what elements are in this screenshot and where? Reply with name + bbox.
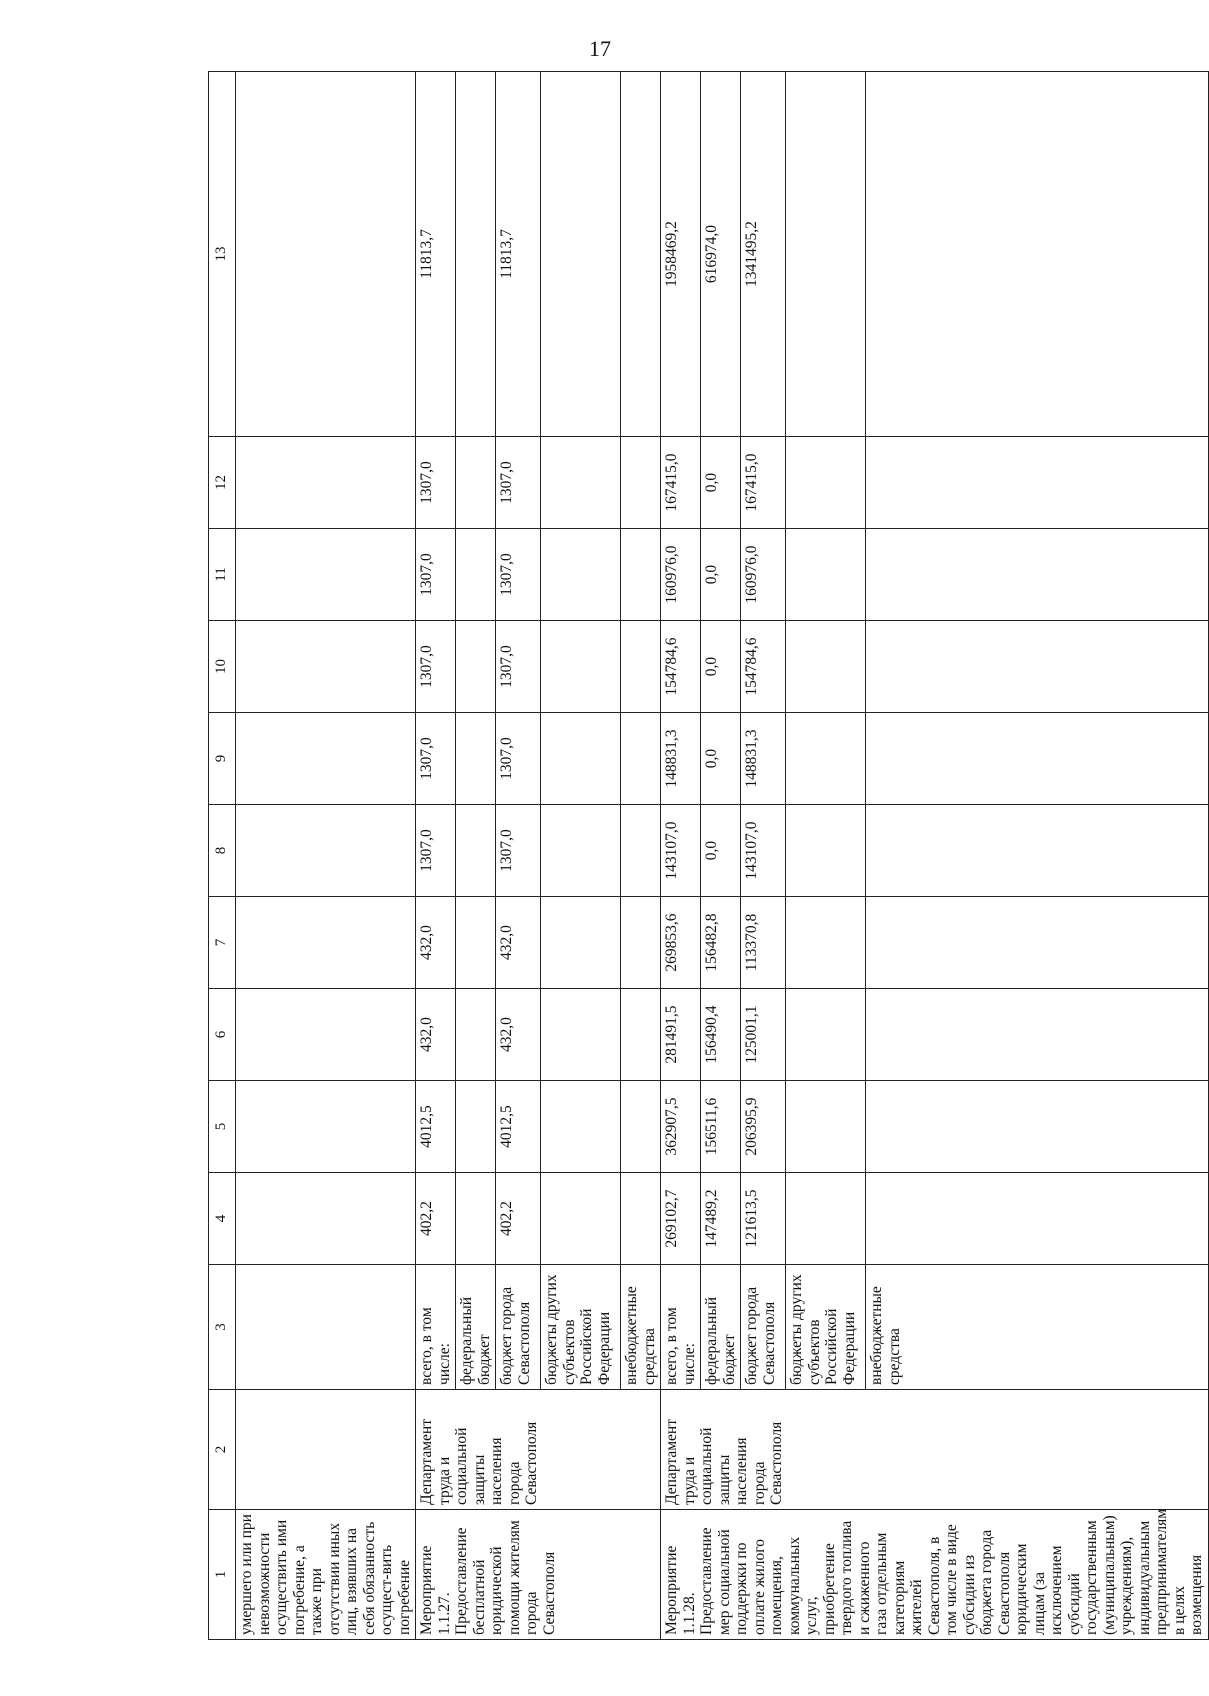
value-total: 432,0: [416, 989, 456, 1081]
value-city: 1307,0: [496, 713, 541, 805]
value-cell: [236, 437, 416, 529]
value-total: 362907,5: [661, 1081, 701, 1173]
value-city: 125001,1: [741, 989, 786, 1081]
value-federal: [456, 713, 496, 805]
value-city: 432,0: [496, 989, 541, 1081]
value-city: 121613,5: [741, 1173, 786, 1265]
value-city: 148831,3: [741, 713, 786, 805]
executor-cell: Департамент труда и социальной защиты населения города Севастополя: [661, 1390, 1209, 1510]
value-federal: 156482,8: [701, 897, 741, 989]
value-city: 1307,0: [496, 621, 541, 713]
value-federal: 0,0: [701, 621, 741, 713]
value-total: 432,0: [416, 897, 456, 989]
value-cell: [236, 621, 416, 713]
column-number: 8: [209, 805, 236, 897]
value-total: 269102,7: [661, 1173, 701, 1265]
value-federal: 156511,6: [701, 1081, 741, 1173]
value-total: 281491,5: [661, 989, 701, 1081]
value-total: 1307,0: [416, 621, 456, 713]
source-regions: бюджеты других субъектов Российской Федерации: [541, 1265, 621, 1390]
table-row-measure-1-1-27: [416, 72, 456, 1640]
measure-cell: умершего или при невозможности осуществить ими погребение, а также при отсутствии иных лиц, взявших на себя обязанность осущест-вить погребение: [236, 1510, 416, 1640]
table-row-measure-1-1-28: [661, 72, 701, 1640]
value-city: 402,2: [496, 1173, 541, 1265]
value-city: 1307,0: [496, 805, 541, 897]
source-extra: внебюджетные средства: [621, 1265, 661, 1390]
rotated-table-container: [208, 80, 1205, 1640]
value-total: 4012,5: [416, 1081, 456, 1173]
column-number: 10: [209, 621, 236, 713]
value-federal: [456, 989, 496, 1081]
value-city: 4012,5: [496, 1081, 541, 1173]
value-federal: 156490,4: [701, 989, 741, 1081]
value-cell: [236, 1173, 416, 1265]
table-row: [236, 72, 416, 1640]
value-federal: [456, 621, 496, 713]
value-federal: [456, 805, 496, 897]
measure-cell: Мероприятие 1.1.28. Предоставление мер социальной поддержки по оплате жилого помещения, коммунальных услуг, приобретение твердого топлива и сжиженного газа отдельным категориям жителей Севастополя, в том числе в виде субсидии из бюджета города Севастополя юридическим лицам (за исключением субсидий государственным (муниципальным) учреждениям), индивидуальным предпринимателям в целях возмещения: [661, 1510, 1209, 1640]
value-total: 1307,0: [416, 529, 456, 621]
value-city: 1341495,2: [741, 72, 786, 437]
page-number: 17: [589, 36, 611, 61]
column-number: 2: [209, 1390, 236, 1510]
value-city: 432,0: [496, 897, 541, 989]
value-city: 154784,6: [741, 621, 786, 713]
value-city: 143107,0: [741, 805, 786, 897]
value-federal: [456, 529, 496, 621]
value-city: 167415,0: [741, 437, 786, 529]
value-total: 154784,6: [661, 621, 701, 713]
value-total: 1307,0: [416, 437, 456, 529]
executor-cell: Департамент труда и социальной защиты населения города Севастополя: [416, 1390, 661, 1510]
value-federal: 0,0: [701, 529, 741, 621]
budget-table: [208, 71, 1209, 1640]
value-cell: [236, 72, 416, 437]
value-federal: 147489,2: [701, 1173, 741, 1265]
value-federal: 0,0: [701, 437, 741, 529]
value-cell: [236, 805, 416, 897]
value-total: 1307,0: [416, 713, 456, 805]
column-number: 3: [209, 1265, 236, 1390]
source-total: всего, в том числе:: [416, 1265, 456, 1390]
value-total: 167415,0: [661, 437, 701, 529]
column-number: 6: [209, 989, 236, 1081]
column-number: 7: [209, 897, 236, 989]
source-federal: федеральный бюджет: [701, 1265, 741, 1390]
value-federal: 0,0: [701, 713, 741, 805]
value-city: 11813,7: [496, 72, 541, 437]
source-total: всего, в том числе:: [661, 1265, 701, 1390]
source-federal: федеральный бюджет: [456, 1265, 496, 1390]
value-total: 160976,0: [661, 529, 701, 621]
source-regions: бюджеты других субъектов Российской Федерации: [786, 1265, 866, 1390]
value-federal: [456, 437, 496, 529]
source-city: бюджет города Севастополя: [496, 1265, 541, 1390]
column-number: 4: [209, 1173, 236, 1265]
value-cell: [236, 529, 416, 621]
value-cell: [236, 897, 416, 989]
value-federal: [456, 72, 496, 437]
value-total: 143107,0: [661, 805, 701, 897]
value-total: 402,2: [416, 1173, 456, 1265]
measure-cell: Мероприятие 1.1.27. Предоставление бесплатной юридической помощи жителям города Севастополя: [416, 1510, 661, 1640]
value-federal: [456, 897, 496, 989]
value-total: 1958469,2: [661, 72, 701, 437]
value-city: 1307,0: [496, 437, 541, 529]
value-cell: [236, 713, 416, 805]
column-number: 12: [209, 437, 236, 529]
source-extra: внебюджетные средства: [866, 1265, 1209, 1390]
column-number: 11: [209, 529, 236, 621]
value-city: 206395,9: [741, 1081, 786, 1173]
value-total: 11813,7: [416, 72, 456, 437]
column-number: 1: [209, 1510, 236, 1640]
value-cell: [236, 989, 416, 1081]
value-federal: [456, 1081, 496, 1173]
source-city: бюджет города Севастополя: [741, 1265, 786, 1390]
column-number: 9: [209, 713, 236, 805]
value-total: 269853,6: [661, 897, 701, 989]
value-federal: [456, 1173, 496, 1265]
value-cell: [236, 1081, 416, 1173]
value-city: 113370,8: [741, 897, 786, 989]
value-city: 1307,0: [496, 529, 541, 621]
value-city: 160976,0: [741, 529, 786, 621]
value-federal: 616974,0: [701, 72, 741, 437]
value-total: 148831,3: [661, 713, 701, 805]
column-number: 5: [209, 1081, 236, 1173]
source-cell: [236, 1265, 416, 1390]
value-total: 1307,0: [416, 805, 456, 897]
column-number-row: [209, 72, 236, 1640]
value-federal: 0,0: [701, 805, 741, 897]
column-number: 13: [209, 72, 236, 437]
executor-cell: [236, 1390, 416, 1510]
